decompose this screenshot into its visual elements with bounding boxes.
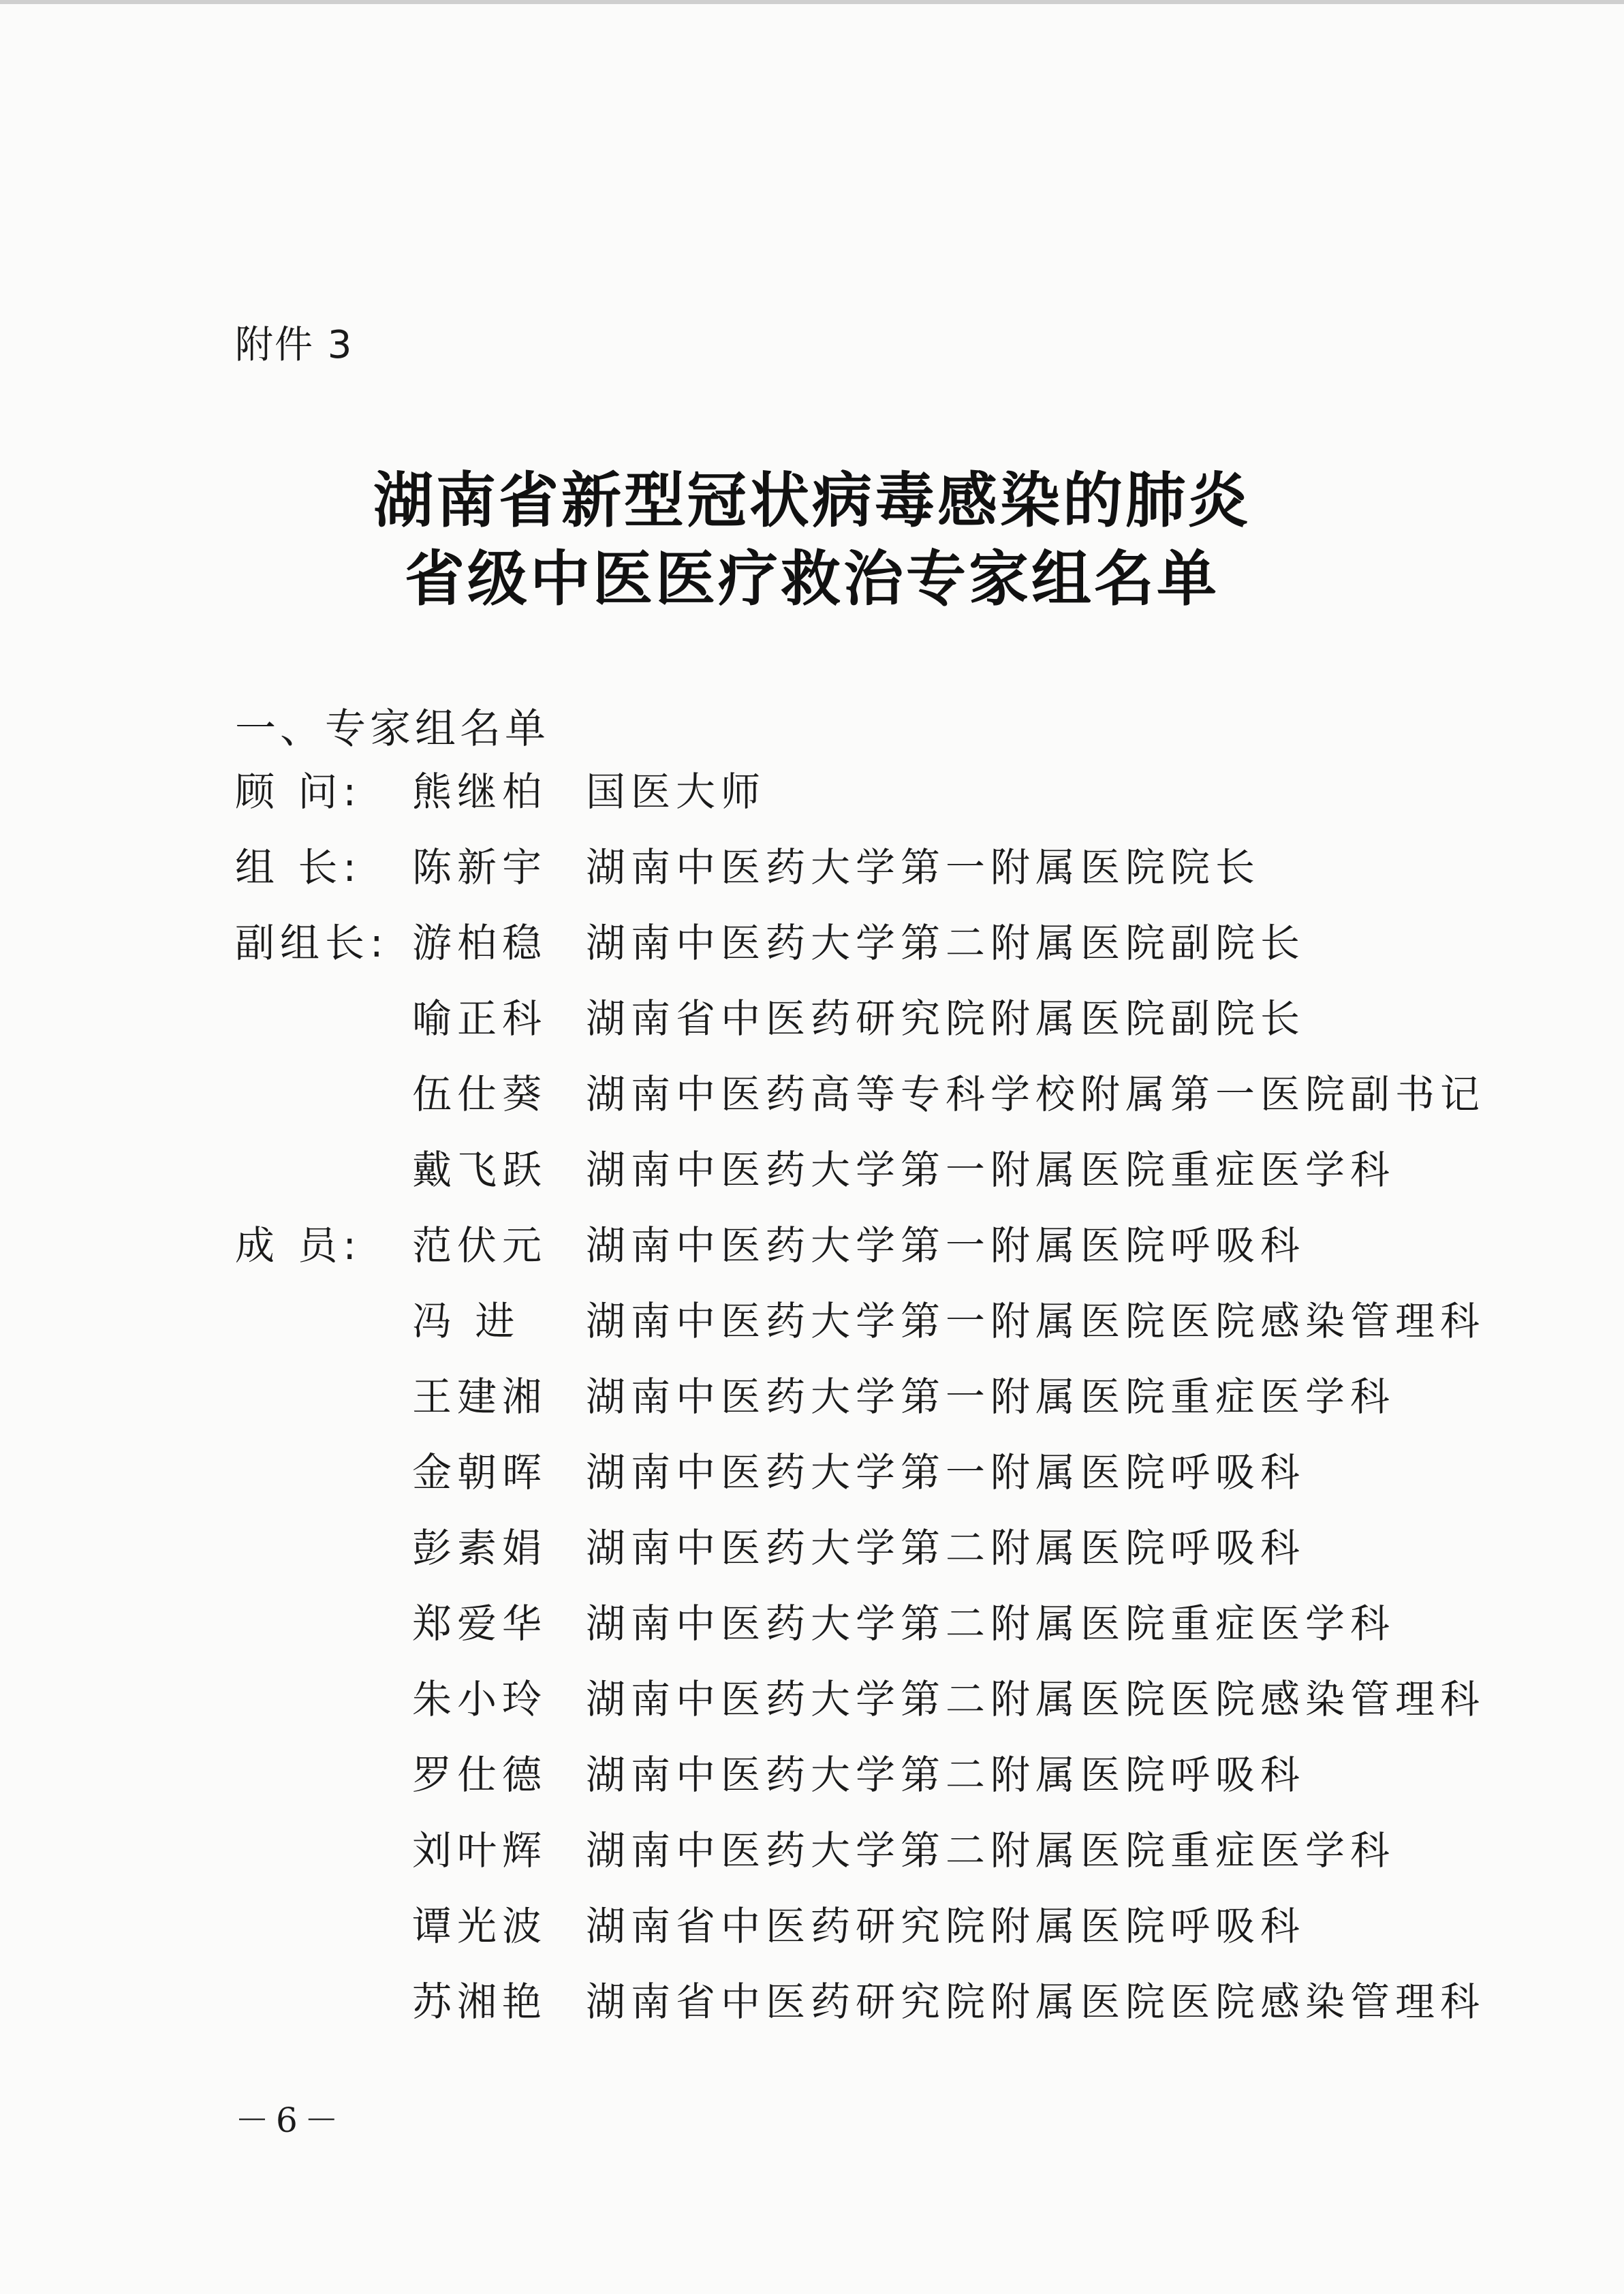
member-role: 顾 问: <box>235 769 362 815</box>
member-name: 苏湘艳 <box>412 1979 548 2025</box>
member-name: 陈新宇 <box>412 844 548 890</box>
member-name: 郑爱华 <box>412 1600 548 1647</box>
member-role: 成 员: <box>235 1222 362 1269</box>
attachment-label: 附件 3 <box>235 323 354 367</box>
member-organization: 湖南中医药大学第二附属医院呼吸科 <box>586 1525 1306 1571</box>
member-organization: 湖南中医药大学第二附属医院医院感染管理科 <box>586 1676 1486 1722</box>
member-role: 副组长: <box>235 920 389 966</box>
member-organization: 湖南中医药高等专科学校附属第一医院副书记 <box>586 1071 1486 1117</box>
member-name: 冯 进 <box>412 1298 520 1344</box>
member-role: 组 长: <box>235 844 362 890</box>
member-name: 朱小玲 <box>412 1676 548 1722</box>
member-organization: 湖南中医药大学第二附属医院重症医学科 <box>586 1827 1396 1874</box>
member-name: 彭素娟 <box>412 1525 548 1571</box>
page-number: －6－ <box>235 2101 345 2140</box>
member-organization: 湖南中医药大学第二附属医院呼吸科 <box>586 1752 1306 1798</box>
member-name: 喻正科 <box>412 995 548 1042</box>
member-name: 金朝晖 <box>412 1449 548 1495</box>
member-organization: 湖南中医药大学第一附属医院呼吸科 <box>586 1449 1306 1495</box>
member-organization: 湖南中医药大学第一附属医院重症医学科 <box>586 1147 1396 1193</box>
member-name: 谭光波 <box>412 1903 548 1949</box>
member-name: 范伏元 <box>412 1222 548 1269</box>
member-name: 王建湘 <box>412 1374 548 1420</box>
member-organization: 国医大师 <box>586 769 766 815</box>
member-organization: 湖南中医药大学第一附属医院重症医学科 <box>586 1374 1396 1420</box>
section-heading: 一、专家组名单 <box>235 705 550 753</box>
member-organization: 湖南中医药大学第一附属医院医院感染管理科 <box>586 1298 1486 1344</box>
member-name: 刘叶辉 <box>412 1827 548 1874</box>
member-organization: 湖南中医药大学第二附属医院重症医学科 <box>586 1600 1396 1647</box>
page-top-edge <box>0 0 1624 4</box>
member-organization: 湖南中医药大学第二附属医院副院长 <box>586 920 1306 966</box>
member-organization: 湖南中医药大学第一附属医院呼吸科 <box>586 1222 1306 1269</box>
member-organization: 湖南省中医药研究院附属医院医院感染管理科 <box>586 1979 1486 2025</box>
member-name: 罗仕德 <box>412 1752 548 1798</box>
member-organization: 湖南省中医药研究院附属医院呼吸科 <box>586 1903 1306 1949</box>
member-name: 伍仕葵 <box>412 1071 548 1117</box>
document-title-line-2: 省级中医医疗救治专家组名单 <box>404 543 1219 614</box>
member-name: 熊继柏 <box>412 769 548 815</box>
member-organization: 湖南中医药大学第一附属医院院长 <box>586 844 1261 890</box>
member-organization: 湖南省中医药研究院附属医院副院长 <box>586 995 1306 1042</box>
document-title-line-1: 湖南省新型冠状病毒感染的肺炎 <box>373 465 1251 536</box>
member-name: 戴飞跃 <box>412 1147 548 1193</box>
member-name: 游柏稳 <box>412 920 548 966</box>
